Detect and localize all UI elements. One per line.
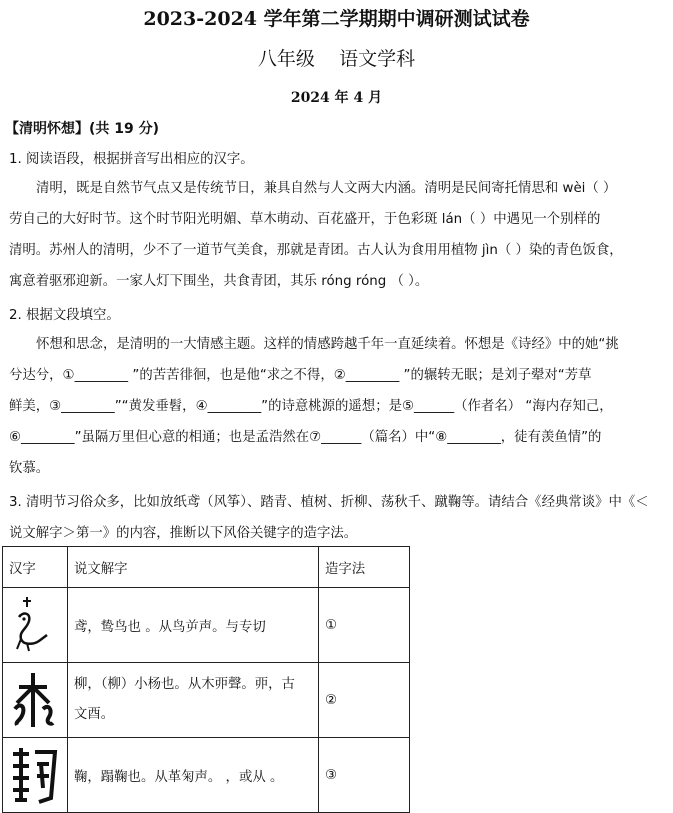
shuowen-cell xyxy=(68,663,319,738)
shuowen-text: 鞠，蹋鞠也。从革匊声。 ，或从 。 xyxy=(74,769,284,785)
passage-line: 清明。苏州人的清明，少不了一道节气美食，那就是青团。古人认为食用用植物 jìn（ ）染的青色饭食， xyxy=(9,243,623,258)
passage-line: 兮达兮，①________ ”的苦苦徘徊，也是他“求之不得，②________ ”的辗转无眠；是刘子翚对“芳草 xyxy=(9,368,592,383)
question-3-prompt-line: 说文解字＞第一》的内容，推断以下风俗关键字的造字法。 xyxy=(9,526,358,541)
shuowen-cell xyxy=(68,738,319,813)
question-3-prompt-line: 3. 清明节习俗众多，比如放纸鸢（风筝）、踏青、植树、折柳、荡秋千、蹴鞠等。请结合《经典常谈》中《＜ xyxy=(9,495,649,510)
passage-line: 寓意着驱邪迎新。一家人灯下围坐，共食青团，其乐 róng róng （ ）。 xyxy=(9,274,429,289)
passage-line: 鲜美，③________”“黄发垂髫，④________”的诗意桃源的遥想；是⑤______（作者名） “海内存知己， xyxy=(9,399,613,414)
question-2-passage xyxy=(9,329,661,484)
passage-line: 清明，既是自然节气点又是传统节日，兼具自然与人文两大内涵。清明是民间寄托情思和 wèi（ ） xyxy=(36,181,617,196)
seal-script-yuan-glyph xyxy=(9,595,53,655)
passage-line: 怀想和思念，是清明的一大情感主题。这样的情感跨越千年一直延续着。怀想是《诗经》中的她“挑 xyxy=(36,337,619,352)
header-cell: 汉字 xyxy=(3,547,68,588)
header-cell: 说文解字 xyxy=(68,547,319,588)
ancient-glyph-cell xyxy=(3,588,68,663)
seal-script-ju-glyph xyxy=(9,744,59,806)
table-header-row xyxy=(3,547,410,588)
header-cell: 造字法 xyxy=(319,547,410,588)
table-row xyxy=(3,738,410,813)
method-cell: ② xyxy=(319,663,410,738)
table-row xyxy=(3,663,410,738)
passage-line: 钦慕。 xyxy=(9,461,50,476)
section-title: 【清明怀想】(共 19 分) xyxy=(5,121,160,137)
shuowen-cell xyxy=(68,588,319,663)
seal-script-liu-glyph xyxy=(9,669,57,731)
question-1-passage xyxy=(9,173,661,297)
method-cell: ③ xyxy=(319,738,410,813)
passage-line: 劳自己的大好时节。这个时节阳光明媚、草木萌动、百花盛开，于色彩斑 lán（ ）中遇见一个别样的 xyxy=(9,212,601,227)
ancient-glyph-cell xyxy=(3,738,68,813)
shuowen-table xyxy=(2,546,410,813)
ancient-glyph-cell xyxy=(3,663,68,738)
shuowen-text: 鸢，鸷鸟也 。从鸟屰声。与专切 xyxy=(74,619,266,635)
question-1-prompt: 1. 阅读语段，根据拼音写出相应的汉字。 xyxy=(9,152,254,167)
grade-subject: 八年级 语文学科 xyxy=(257,48,416,70)
table-row xyxy=(3,588,410,663)
shuowen-text: 文酉。 xyxy=(74,707,115,722)
shuowen-text: 柳，（柳）小杨也。从木丣聲。丣，古 xyxy=(74,677,295,692)
exam-date: 2024 年 4 月 xyxy=(290,90,383,106)
method-cell: ① xyxy=(319,588,410,663)
question-2-prompt: 2. 根据文段填空。 xyxy=(9,308,120,323)
passage-line: ⑥________”虽隔万里但心意的相通；也是孟浩然在⑦______（篇名）中“⑧________，徒有羡鱼情”的 xyxy=(9,430,602,445)
exam-title: 2023-2024 学年第二学期期中调研测试试卷 xyxy=(143,8,530,30)
